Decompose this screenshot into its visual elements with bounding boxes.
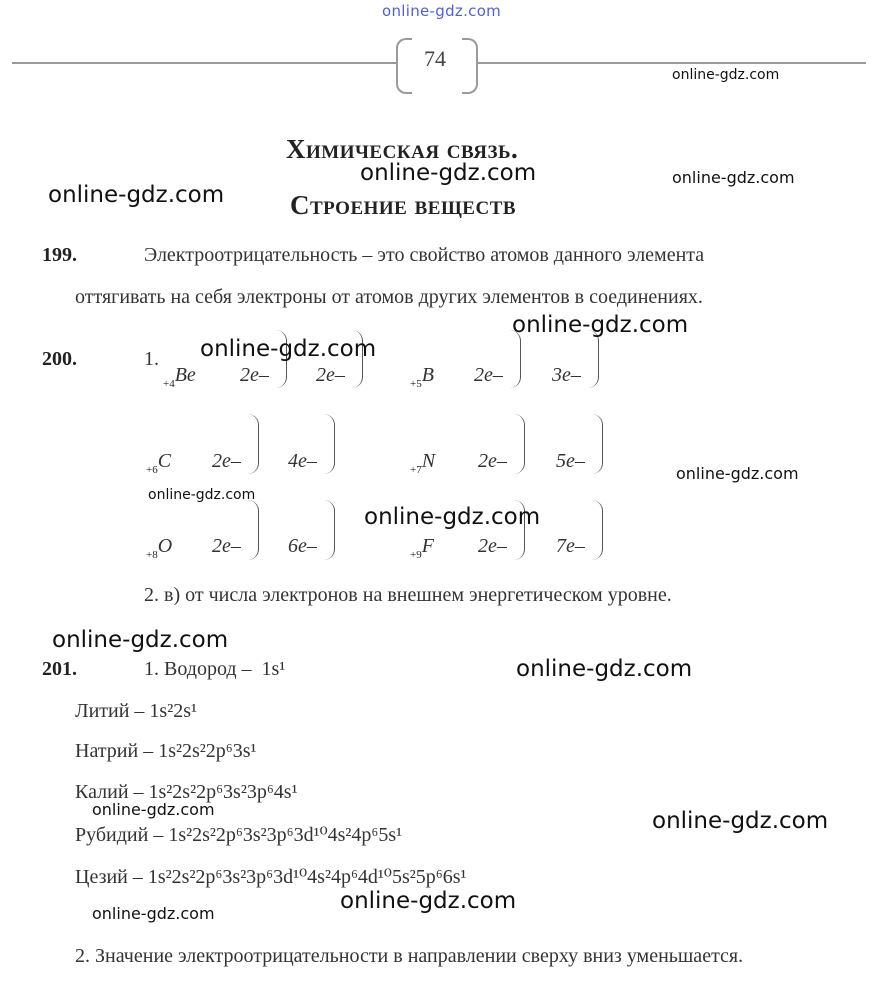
header-rule-right: [476, 62, 866, 64]
q199-line2: оттягивать на себя электроны от атомов других элементов в соединениях.: [75, 286, 703, 308]
question-number-200: 200.: [42, 348, 77, 370]
element-name: Литий: [75, 700, 130, 722]
atom-charge: +9: [410, 549, 422, 561]
watermark-text: online-gdz.com: [672, 67, 780, 83]
electron-config: 1s²2s²2p⁶3s²3p⁶3d¹⁰4s²4p⁶4d¹⁰5s²5p⁶6s¹: [147, 866, 467, 888]
atom-charge: +7: [410, 464, 422, 476]
watermark-text: online-gdz.com: [48, 182, 225, 208]
element-name: Рубидий: [75, 824, 149, 846]
shell-label: 6e–: [288, 535, 317, 557]
question-number-199: 199.: [42, 244, 77, 266]
shell-label: 2e–: [212, 535, 241, 557]
q201-answer2: 2. Значение электроотрицательности в направлении сверху вниз уменьшается.: [75, 945, 744, 967]
element-name: Калий: [75, 781, 129, 803]
q201-item1: [144, 658, 285, 681]
shell-arc: [324, 414, 335, 474]
config-row-rubidium: Рубидий – 1s²2s²2p⁶3s²3p⁶3d¹⁰4s²4p⁶5s¹: [75, 824, 403, 846]
shell-label: 2e–: [478, 535, 507, 557]
q199-line1: Электроотрицательность – это свойство атомов данного элемента: [144, 244, 705, 266]
atom-symbol: F: [421, 535, 434, 557]
shell-arc: [248, 414, 259, 474]
config-row-sodium: Натрий – 1s²2s²2p⁶3s¹: [75, 740, 257, 762]
shell-label: 2e–: [478, 450, 507, 472]
chapter-title-line2: Строение веществ: [290, 190, 517, 220]
config-row-cesium: Цезий – 1s²2s²2p⁶3s²3p⁶3d¹⁰4s²4p⁶4d¹⁰5s²5p⁶6s¹: [75, 866, 467, 888]
atom-charge: +6: [146, 464, 158, 476]
shell-label: 2e–: [212, 450, 241, 472]
atom-symbol: O: [157, 535, 173, 557]
page-number-bracket-right: [462, 38, 478, 94]
watermark-text: online-gdz.com: [360, 160, 537, 186]
top-watermark: online-gdz.com: [382, 2, 502, 20]
shell-arc: [592, 500, 603, 560]
watermark-text: online-gdz.com: [92, 904, 215, 923]
shell-arc: [324, 500, 335, 560]
q200-item1-label: 1.: [144, 348, 159, 370]
q201-item1-label: 1. Водород –: [144, 658, 252, 680]
watermark-text: online-gdz.com: [148, 487, 256, 503]
page-number-bracket-left: [396, 38, 412, 94]
question-number-201: 201.: [42, 658, 77, 680]
atom-symbol: Be: [174, 364, 196, 386]
page-number: 74: [424, 46, 446, 71]
atom-symbol: C: [157, 450, 172, 472]
shell-label: 2e–: [316, 364, 345, 386]
shell-label: 4e–: [288, 450, 317, 472]
atom-be: [163, 364, 196, 390]
electron-config: 1s²2s¹: [149, 700, 197, 722]
watermark-text: online-gdz.com: [512, 312, 689, 338]
atom-f: [410, 535, 434, 561]
shell-label: 2e–: [474, 364, 503, 386]
atom-symbol: N: [421, 450, 436, 472]
config-hydrogen: 1s¹: [261, 658, 286, 680]
atom-charge: +8: [146, 549, 158, 561]
atom-symbol: B: [421, 364, 434, 386]
atom-n: [410, 450, 435, 476]
shell-label: 7e–: [556, 535, 585, 557]
shell-arc: [248, 500, 259, 560]
config-row-lithium: Литий – 1s²2s¹: [75, 700, 197, 722]
electron-config: 1s²2s²2p⁶3s²3p⁶4s¹: [148, 781, 298, 803]
atom-b: [410, 364, 434, 390]
watermark-text: online-gdz.com: [340, 888, 517, 914]
atom-charge: +4: [163, 378, 175, 390]
watermark-text: online-gdz.com: [200, 336, 377, 362]
shell-label: 2e–: [240, 364, 269, 386]
watermark-text: online-gdz.com: [672, 168, 795, 187]
watermark-text: online-gdz.com: [676, 464, 799, 483]
shell-label: 5e–: [556, 450, 585, 472]
shell-arc: [588, 330, 599, 388]
electron-config: 1s²2s²2p⁶3s²3p⁶3d¹⁰4s²4p⁶5s¹: [168, 824, 403, 846]
electron-config: 1s²2s²2p⁶3s¹: [158, 740, 257, 762]
watermark-text: online-gdz.com: [652, 808, 829, 834]
watermark-text: online-gdz.com: [516, 656, 693, 682]
header-rule-left: [12, 62, 398, 64]
chapter-title-line1: Химическая связь.: [286, 134, 519, 164]
watermark-text: online-gdz.com: [92, 800, 215, 819]
shell-arc: [592, 414, 603, 474]
q200-answer2: 2. в) от числа электронов на внешнем энергетическом уровне.: [144, 584, 672, 606]
watermark-text: online-gdz.com: [52, 627, 229, 653]
element-name: Цезий: [75, 866, 128, 888]
shell-arc: [514, 414, 525, 474]
atom-charge: +5: [410, 378, 422, 390]
atom-o: [146, 535, 172, 561]
shell-arc: [510, 330, 521, 388]
element-name: Натрий: [75, 740, 139, 762]
shell-label: 3e–: [552, 364, 581, 386]
atom-c: [146, 450, 171, 476]
watermark-text: online-gdz.com: [364, 504, 541, 530]
config-row-potassium: Калий – 1s²2s²2p⁶3s²3p⁶4s¹: [75, 781, 298, 803]
